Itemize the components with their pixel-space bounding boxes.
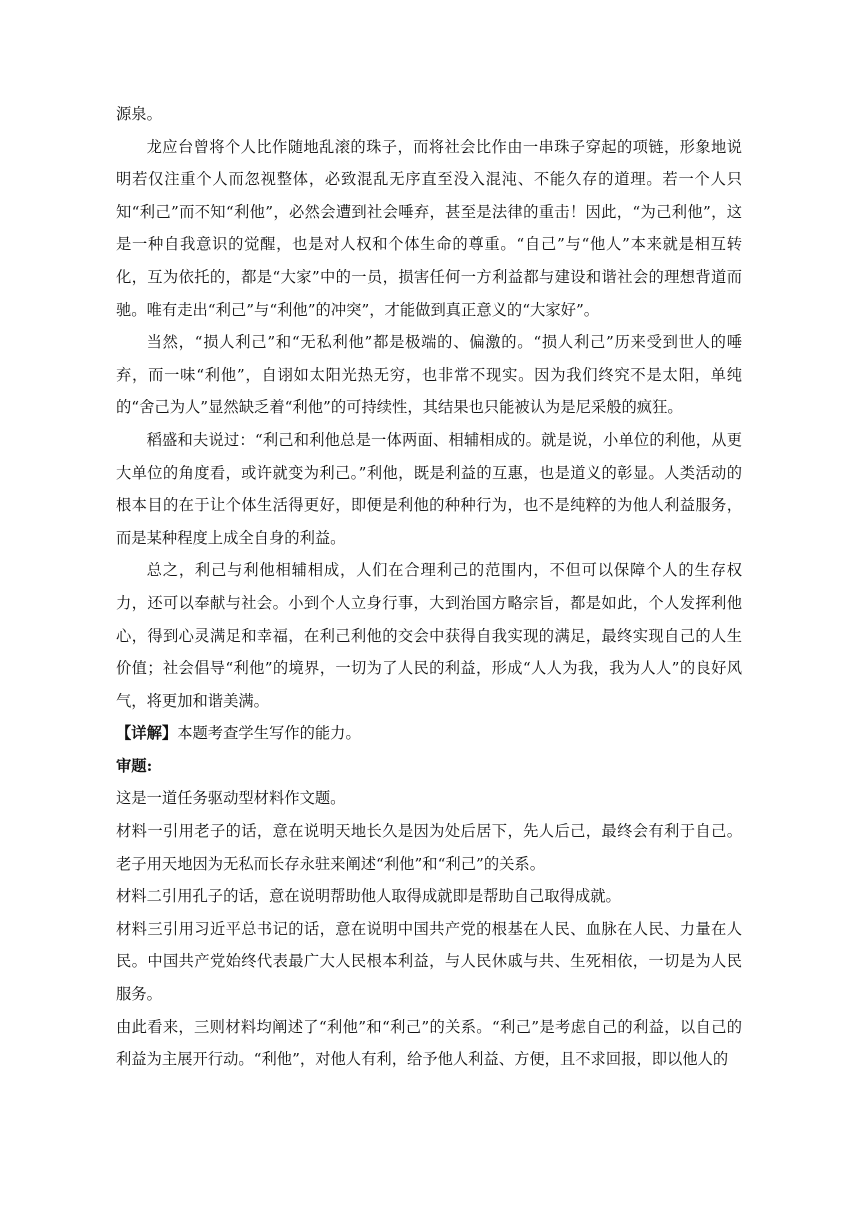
detail-label: 【详解】 — [116, 724, 178, 743]
review-line-4: 材料三引用习近平总书记的话，意在说明中国共产党的根基在人民、血脉在人民、力量在人民。中国共产党始终代表最广大人民根本利益，与人民休戚与共、生死相依，一切是为人民服务。 — [116, 919, 742, 1004]
document-page — [116, 98, 742, 1076]
paragraph-extremes: 当然，“损人利己”和“无私利他”都是极端的、偏激的。“损人利己”历来受到世人的唾弃，而一味“利他”，自诩如太阳光热无穷，也非常不现实。因为我们终究不是太阳，单纯的“舍己为人”显然缺乏着“利他”的可持续性，其结果也只能被认为是尼采般的疯狂。 — [116, 333, 742, 417]
paragraph-conclusion: 总之，利己与利他相辅相成，人们在合理利己的范围内，不但可以保障个人的生存权力，还可以奉献与社会。小到个人立身行事，大到治国方略宗旨，都是如此，个人发挥利他心，得到心灵满足和幸福，在利己利他的交会中获得自我实现的满足，最终实现自己的人生价值；社会倡导“利他”的境界，一切为了人民的利益，形成“人人为我，我为人人”的良好风气，将更加和谐美满。 — [116, 561, 742, 710]
paragraph-continuation: 源泉。 — [116, 105, 162, 123]
detail-line — [116, 717, 742, 750]
review-heading: 审题: — [116, 756, 153, 775]
paragraph-inamori: 稻盛和夫说过：“利己和利他总是一体两面、相辅相成的。就是说，小单位的利他，从更大单位的角度看，或许就变为利己。”利他，既是利益的互惠，也是道义的彰显。人类活动的根本目的在于让个体生活得更好，即便是利他的种种行为，也不是纯粹的为他人利益服务，而是某种程度上成全自身的利益。 — [116, 430, 742, 547]
detail-text: 本题考查学生写作的能力。 — [177, 724, 361, 743]
review-line-1: 这是一道任务驱动型材料作文题。 — [116, 789, 346, 808]
paragraph-long-yingtai: 龙应台曾将个人比作随地乱滚的珠子，而将社会比作由一串珠子穿起的项链，形象地说明若仅注重个人而忽视整体，必致混乱无序直至没入混沌、不能久存的道理。若一个人只知“利己”而不知“利他”，必然会遭到社会唾弃，甚至是法律的重击！因此，“为己利他”，这是一种自我意识的觉醒，也是对人权和个体生命的尊重。“自己”与“他人”本来就是相互转化，互为依托的，都是“大家”中的一员，损害任何一方利益都与建设和谐社会的理想背道而驰。唯有走出“利己”与“利他”的冲突”，才能做到真正意义的“大家好”。 — [116, 137, 742, 319]
review-line-2: 材料一引用老子的话，意在说明天地长久是因为处后居下，先人后己，最终会有利于自己。老子用天地因为无私而长存永驻来阐述“利他”和“利己”的关系。 — [116, 822, 742, 873]
review-line-5: 由此看来，三则材料均阐述了“利他”和“利己”的关系。“利己”是考虑自己的利益，以自己的利益为主展开行动。“利他”，对他人有利，给予他人利益、方便，且不求回报，即以他人的 — [116, 1017, 742, 1069]
review-line-3: 材料二引用孔子的话，意在说明帮助他人取得成就即是帮助自己取得成就。 — [116, 887, 621, 906]
